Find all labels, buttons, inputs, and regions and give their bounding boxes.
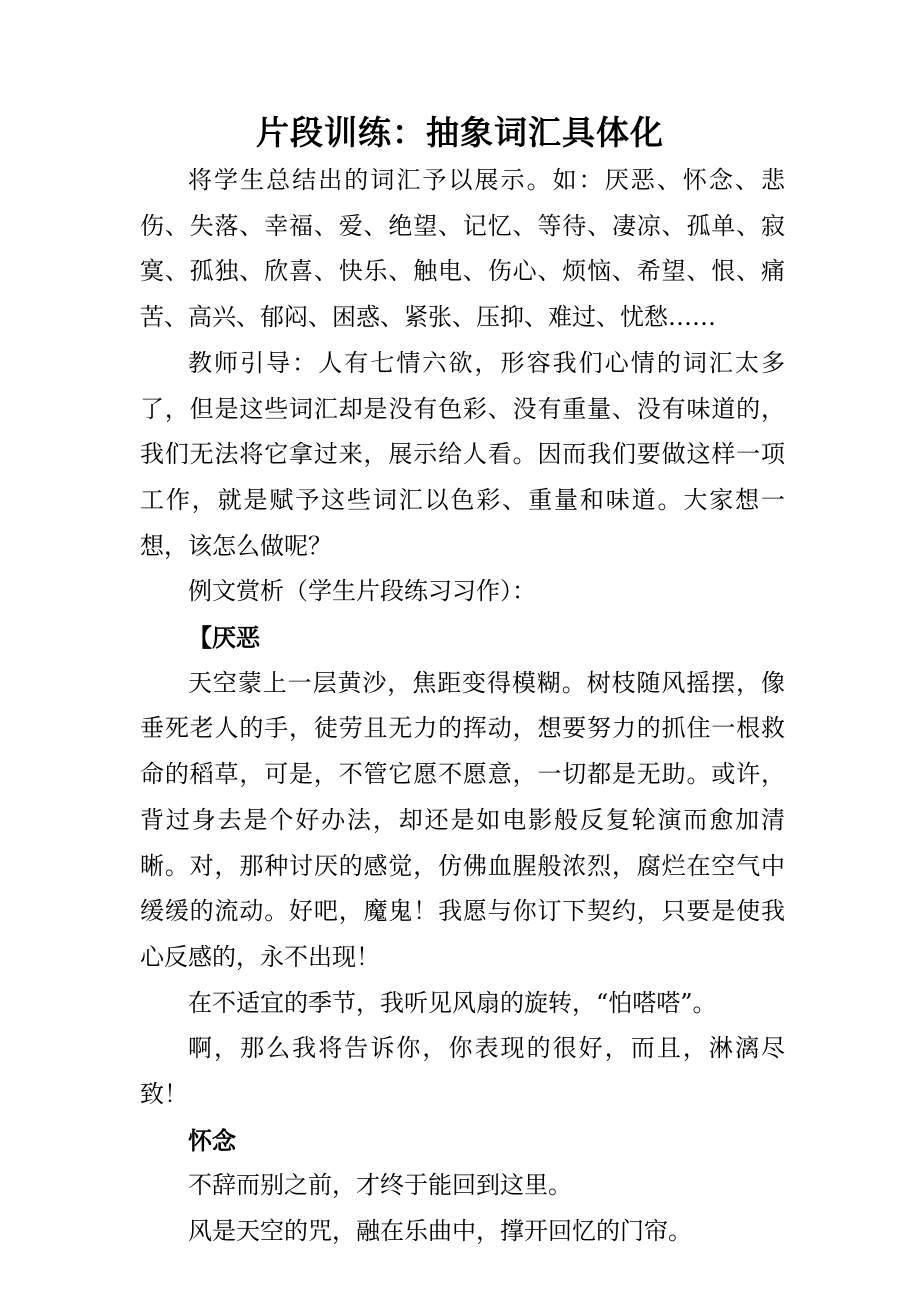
page-title: 片段训练：抽象词汇具体化 [256, 113, 664, 152]
teacher-guidance-paragraph: 教师引导：人有七情六欲，形容我们心情的词汇太多了，但是这些词汇却是没有色彩、没有重量、没有味道的，我们无法将它拿过来，展示给人看。因而我们要做这样一项工作，就是赋予这些词汇以色彩、重量和味道。大家想一想，该怎么做呢？ [140, 348, 785, 560]
section-heading-nostalgia: 怀念 [188, 1125, 236, 1155]
intro-paragraph: 将学生总结出的词汇予以展示。如：厌恶、怀念、悲伤、失落、幸福、爱、绝望、记忆、等待、凄凉、孤单、寂寞、孤独、欣喜、快乐、触电、伤心、烦恼、希望、恨、痛苦、高兴、郁闷、困惑、紧张、压抑、难过、忧愁…… [140, 166, 785, 332]
document-body [140, 158, 785, 1255]
disgust-paragraph: 天空蒙上一层黄沙，焦距变得模糊。树枝随风摇摆，像垂死老人的手，徒劳且无力的挥动，想要努力的抓住一根救命的稻草，可是，不管它愿不愿意，一切都是无助。或许，背过身去是个好办法，却还是如电影般反复轮演而愈加清晰。对，那种讨厌的感觉，仿佛血腥般浓烈，腐烂在空气中缓缓的流动。好吧，魔鬼！我愿与你订下契约，只要是使我心反感的，永不出现！ [140, 668, 785, 971]
disgust-line-season: 在不适宜的季节，我听见风扇的旋转，“怕嗒嗒”。 [188, 988, 717, 1017]
nostalgia-line-2: 风是天空的咒，融在乐曲中，撑开回忆的门帘。 [188, 1217, 692, 1246]
disgust-line-conclusion: 啊，那么我将告诉你，你表现的很好，而且，淋漓尽致！ [140, 1034, 785, 1109]
example-intro-line: 例文赏析（学生片段练习习作）： [188, 577, 536, 606]
nostalgia-line-1: 不辞而别之前，才终于能回到这里。 [188, 1171, 572, 1200]
section-heading-disgust: 【厌恶 [188, 623, 260, 653]
